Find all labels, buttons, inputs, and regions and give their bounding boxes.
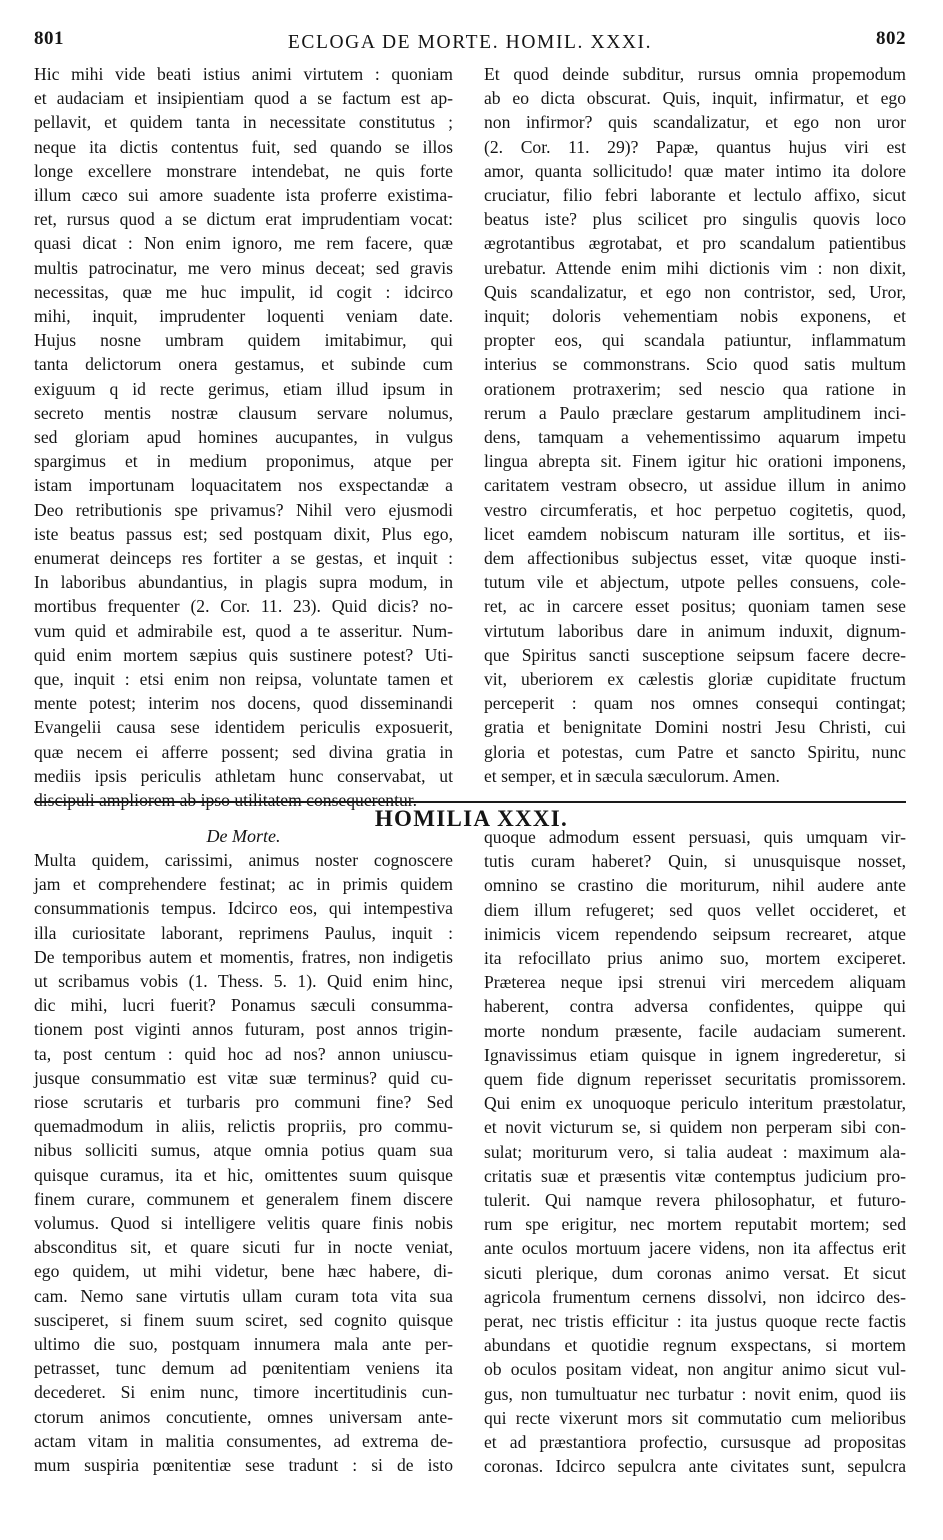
text-line: virtutum laboribus dare in animum induxit, dignum- bbox=[484, 620, 906, 641]
text-line: mortibus frequenter (2. Cor. 11. 23). Quid dicis? no- bbox=[34, 596, 453, 617]
text-line: coronas. Idcirco sepulcra ante civitates sunt, sepulcra bbox=[484, 1456, 906, 1477]
text-line: quid enim mortem sæpius quis sustinere potest? Uti- bbox=[34, 644, 453, 665]
text-line: susciperet, si finem suum sciret, sed cognito quisque bbox=[34, 1309, 453, 1330]
text-line: ob oculos positam videat, non angitur animo sicut vul- bbox=[484, 1359, 906, 1380]
text-line: sulat; moriturum vero, si talia audeat : maximum ala- bbox=[484, 1141, 906, 1162]
text-line: mum suspiria pœnitentiæ sese tradunt : si de isto bbox=[34, 1455, 453, 1476]
text-line: quisque curamus, ita et hic, omittentes suum quisque bbox=[34, 1164, 453, 1185]
text-line: (2. Cor. 11. 29)? Papæ, quantus hujus viri est bbox=[484, 136, 906, 157]
text-line: vestro circumferatis, et hoc perpetuo cogitetis, quod, bbox=[484, 499, 906, 520]
text-line: multis patrocinatur, me vero minus deceat; sed gravis bbox=[34, 257, 453, 278]
text-line: ita refocillato prius animo suo, mortem exciperet. bbox=[484, 948, 906, 969]
text-line: non infirmor? quis scandalizatur, et ego non uror bbox=[484, 112, 906, 133]
text-line: consummationis tempus. Idcirco eos, qui intempestiva bbox=[34, 898, 453, 919]
text-line: illum cæco sui amore suadente ista proferre existima- bbox=[34, 185, 453, 206]
text-line: Multa quidem, carissimi, animus noster cognoscere bbox=[34, 850, 453, 870]
text-line: propter eos, qui scandala patiuntur, inflammatum bbox=[484, 330, 906, 351]
text-line: vit, uberiorem ex cælestis gloriæ cupiditate fructum bbox=[484, 669, 906, 690]
text-line: et audaciam et insipientiam quod a se factum est ap- bbox=[34, 88, 453, 109]
text-line: Quis scandalizatur, et ego non contristor, sed, Uror, bbox=[484, 281, 906, 302]
running-header bbox=[34, 28, 906, 54]
text-line: perat, nec tristis efficitur : ita justus quoque recte factis bbox=[484, 1311, 906, 1332]
text-line: ultimo die suo, postquam innumera mala ante per- bbox=[34, 1334, 453, 1355]
text-line: Evangelii causa sese identidem periculis exposuerit, bbox=[34, 717, 453, 738]
text-line: quemadmodum in aliis, relictis propriis, pro commu- bbox=[34, 1116, 453, 1137]
text-line: jam et comprehendere festinat; ac in primis quidem bbox=[34, 874, 453, 895]
text-line: licet eamdem nobiscum naturam ille sortitus, et iis- bbox=[484, 523, 906, 544]
text-line: tionem post viginti annos futuram, post annos trigin- bbox=[34, 1019, 453, 1040]
text-line: ut scribamus vobis (1. Thess. 5. 1). Quid enim hinc, bbox=[34, 971, 453, 992]
text-line: riose scrutaris et turbaris pro communi fine? Sed bbox=[34, 1092, 453, 1113]
text-line: tanta delictorum onera gestamus, et subinde cum bbox=[34, 354, 453, 375]
section-divider bbox=[34, 801, 906, 803]
text-line: gloria et potestas, cum Patre et sancto Spiritu, nunc bbox=[484, 741, 906, 762]
text-line: Et quod deinde subditur, rursus omnia propemodum bbox=[484, 64, 906, 84]
text-line: finem curare, communem et generalem finem discere bbox=[34, 1188, 453, 1209]
text-line: dic mihi, lucri fuerit? Ponamus sæculi consumma- bbox=[34, 995, 453, 1016]
text-line: urebatur. Attende enim mihi dictionis vim : non dixit, bbox=[484, 257, 906, 278]
text-line: beatus iste? plus scilicet pro singulis quovis loco bbox=[484, 209, 906, 230]
text-line: neque ita dictis contentus fuit, sed quando se illos bbox=[34, 136, 453, 157]
text-line: que Spiritus sancti susceptione seipsum facere decre- bbox=[484, 644, 906, 665]
text-line: jusque consummatio est vitæ suæ terminus? quid cu- bbox=[34, 1067, 453, 1088]
text-line: ret, ac in carcere esset positus; quoniam tamen sese bbox=[484, 596, 906, 617]
text-line: haberent, contra adversa confidentes, quippe qui bbox=[484, 996, 906, 1017]
text-line: decederet. Si enim nunc, timore incertitudinis cun- bbox=[34, 1382, 453, 1403]
text-line: gratia et benignitate Domini nostri Jesu Christi, cui bbox=[484, 717, 906, 738]
text-line: necessitas, quæ me huc impulit, id cogit : idcirco bbox=[34, 281, 453, 302]
text-line: mente potest; interim nos docens, quod disseminandi bbox=[34, 693, 453, 714]
text-line: Præterea neque ipsi strenui viri mercedem aliquam bbox=[484, 972, 906, 993]
column-top-right bbox=[484, 62, 906, 788]
text-line: inquit; doloris vehementiam nobis exponens, et bbox=[484, 306, 906, 327]
text-line: tutum vile et abjectum, utpote pelles consuens, cole- bbox=[484, 572, 906, 593]
text-line: interius se commonstrans. Scio quod satis multum bbox=[484, 354, 906, 375]
text-line: perceperit : quam nos omnes consequi contingat; bbox=[484, 693, 906, 714]
text-line: iste beatus passus est; sed postquam dixit, Plus ego, bbox=[34, 523, 453, 544]
text-line: absconditus sit, et quare sicuti fur in nocte veniat, bbox=[34, 1237, 453, 1258]
text-line: critatis suæ et præsentis vitæ contemptus judicium pro- bbox=[484, 1165, 906, 1186]
page-number-right: 802 bbox=[876, 28, 906, 49]
text-line: et novit victurum se, si quidem non perperam sibi con- bbox=[484, 1117, 906, 1138]
text-line: quoque admodum essent persuasi, quis umquam vir- bbox=[484, 827, 906, 847]
text-line: sed gloriam apud homines aucupantes, in vulgus bbox=[34, 427, 453, 448]
text-line: quasi dicat : Non enim ignoro, me rem facere, quæ bbox=[34, 233, 453, 254]
text-line: tutis curam haberet? Quin, si unusquisque nosset, bbox=[484, 851, 906, 872]
text-line: orationem protraxerim; sed nescio qua ratione in bbox=[484, 378, 906, 399]
text-line: inimicis vicem rependendo seipsum recrearet, atque bbox=[484, 923, 906, 944]
text-line: omnino se crastino die moriturum, nihil audere ante bbox=[484, 875, 906, 896]
text-line: et semper, et in sæcula sæculorum. Amen. bbox=[484, 765, 780, 786]
text-line: quem fide dignum reperisset securitatis promissorem. bbox=[484, 1069, 906, 1090]
text-line: pellavit, et quidem tanta in necessitate constitutus ; bbox=[34, 112, 453, 133]
text-line: mediis ipsis periculis athletam hunc conservabat, ut bbox=[34, 765, 453, 786]
running-title: ECLOGA DE MORTE. HOMIL. XXXI. bbox=[287, 32, 653, 53]
text-line: De temporibus autem et momentis, fratres, non indigetis bbox=[34, 946, 453, 967]
column-bottom-left bbox=[34, 848, 453, 1477]
text-line: In laboribus abundantius, in plagis supra modum, in bbox=[34, 572, 453, 593]
text-line: que, inquit : etsi enim non reipsa, voluntate tamen et bbox=[34, 669, 453, 690]
text-line: ego quidem, ut mihi videtur, bene hæc habere, di- bbox=[34, 1261, 453, 1282]
text-line: Hujus nosne umbram quidem imitabimur, qui bbox=[34, 330, 453, 351]
text-line: enumerat deinceps res fortiter a se gestas, et inquit : bbox=[34, 548, 453, 569]
text-line: morte nondum præsente, facile audaciam sumerent. bbox=[484, 1020, 906, 1041]
text-line: ta, post centum : quid hoc ad nos? annon uniuscu- bbox=[34, 1043, 453, 1064]
text-line: diem illum refugeret; sed quos vellet occideret, et bbox=[484, 899, 906, 920]
text-line: tulerit. Qui namque revera philosophatur, et futuro- bbox=[484, 1190, 906, 1211]
text-line: illa curiositate laborant, reprimens Paulus, inquit : bbox=[34, 922, 453, 943]
text-line: longe excellere monstrare intendebat, ne quis forte bbox=[34, 160, 453, 181]
text-line: rerum a Paulo præclare gestarum amplitudinem inci- bbox=[484, 402, 906, 423]
text-line: istam importunam loquacitatem nos exspectandæ a bbox=[34, 475, 453, 496]
text-line: exiguum q id recte gerimus, etiam illud ipsum in bbox=[34, 378, 453, 399]
text-line: secreto mentis nostræ clausum servare nolumus, bbox=[34, 402, 453, 423]
homily-subtitle: De Morte. bbox=[206, 826, 281, 846]
text-line: Ignavissimus etiam quisque in ignem ingrederetur, si bbox=[484, 1044, 906, 1065]
text-line: gus, non tumultuatur nec turbatur : novit enim, quod iis bbox=[484, 1383, 906, 1404]
text-line: sicuti plerique, dum coronas animo versat. Et sicut bbox=[484, 1262, 906, 1283]
text-line: ægrotantibus ægrotabat, et pro scandalum patientibus bbox=[484, 233, 906, 254]
text-line: ab eo dicta obscurat. Quis, inquit, infirmatur, et ego bbox=[484, 88, 906, 109]
text-line: Qui enim ex unoquoque periculo interitum præstolatur, bbox=[484, 1093, 906, 1114]
text-line: caritatem vestram obsecro, ut assidue illum in animo bbox=[484, 475, 906, 496]
column-bottom-right bbox=[484, 825, 906, 1478]
text-line: spargimus et in medium proponimus, atque per bbox=[34, 451, 453, 472]
text-line: ctorum animos concutiente, omnes universam ante- bbox=[34, 1406, 453, 1427]
text-line: nibus solliciti sumus, atque omnia potius quam sua bbox=[34, 1140, 453, 1161]
text-line: Hic mihi vide beati istius animi virtutem : quoniam bbox=[34, 64, 453, 84]
text-line: amor, quanta sollicitudo! quæ mater intimo ita dolore bbox=[484, 160, 906, 181]
text-line: lingua abrepta sit. Finem igitur hic orationi imponens, bbox=[484, 451, 906, 472]
text-line: ret, rursus quod a se dictum erat imprudentiam vocat: bbox=[34, 209, 453, 230]
text-line: agricola frumentum cernens dissolvi, non idcirco des- bbox=[484, 1286, 906, 1307]
text-line: cruciatur, filio febri laborante et lectulo affixo, sicut bbox=[484, 185, 906, 206]
text-line: ante oculos mortuum jacere videns, non ita affectus erit bbox=[484, 1238, 906, 1259]
text-line: dem affectionibus subjectus esset, vitæ quoque insti- bbox=[484, 548, 906, 569]
text-line: actam vitam in malitia consumentes, ad extrema de- bbox=[34, 1430, 453, 1451]
homily-title: HOMILIA XXXI. bbox=[374, 806, 569, 831]
column-top-left bbox=[34, 62, 453, 812]
text-line: dens, tamquam a vehementissimo aquarum impetu bbox=[484, 427, 906, 448]
text-line: qui recte vixerunt mors sit commutatio cum melioribus bbox=[484, 1407, 906, 1428]
text-line: et ad præstantiora profectio, cursusque ad propositas bbox=[484, 1432, 906, 1453]
text-line: quæ necem ei afferre possent; sed divina gratia in bbox=[34, 741, 453, 762]
text-line: volumus. Quod si intelligere velitis quare finis nobis bbox=[34, 1213, 453, 1234]
text-line: petrasset, tunc demum ad pœnitentiam veniens ita bbox=[34, 1358, 453, 1379]
text-line: Deo retributionis spe privamus? Nihil vero ejusmodi bbox=[34, 499, 453, 520]
page-number-left: 801 bbox=[34, 28, 64, 49]
text-line: cam. Nemo sane virtutis ullam curam tota vita sua bbox=[34, 1285, 453, 1306]
text-line: vum quid et admirabile est, quod a te asseritur. Num- bbox=[34, 620, 453, 641]
text-line: mihi, inquit, imprudenter loquenti veniam date. bbox=[34, 306, 453, 327]
text-line: abundans et quotidie regnum exspectans, si mortem bbox=[484, 1335, 906, 1356]
text-line: rum spe erigitur, nec mortem reputabit mortem; sed bbox=[484, 1214, 906, 1235]
